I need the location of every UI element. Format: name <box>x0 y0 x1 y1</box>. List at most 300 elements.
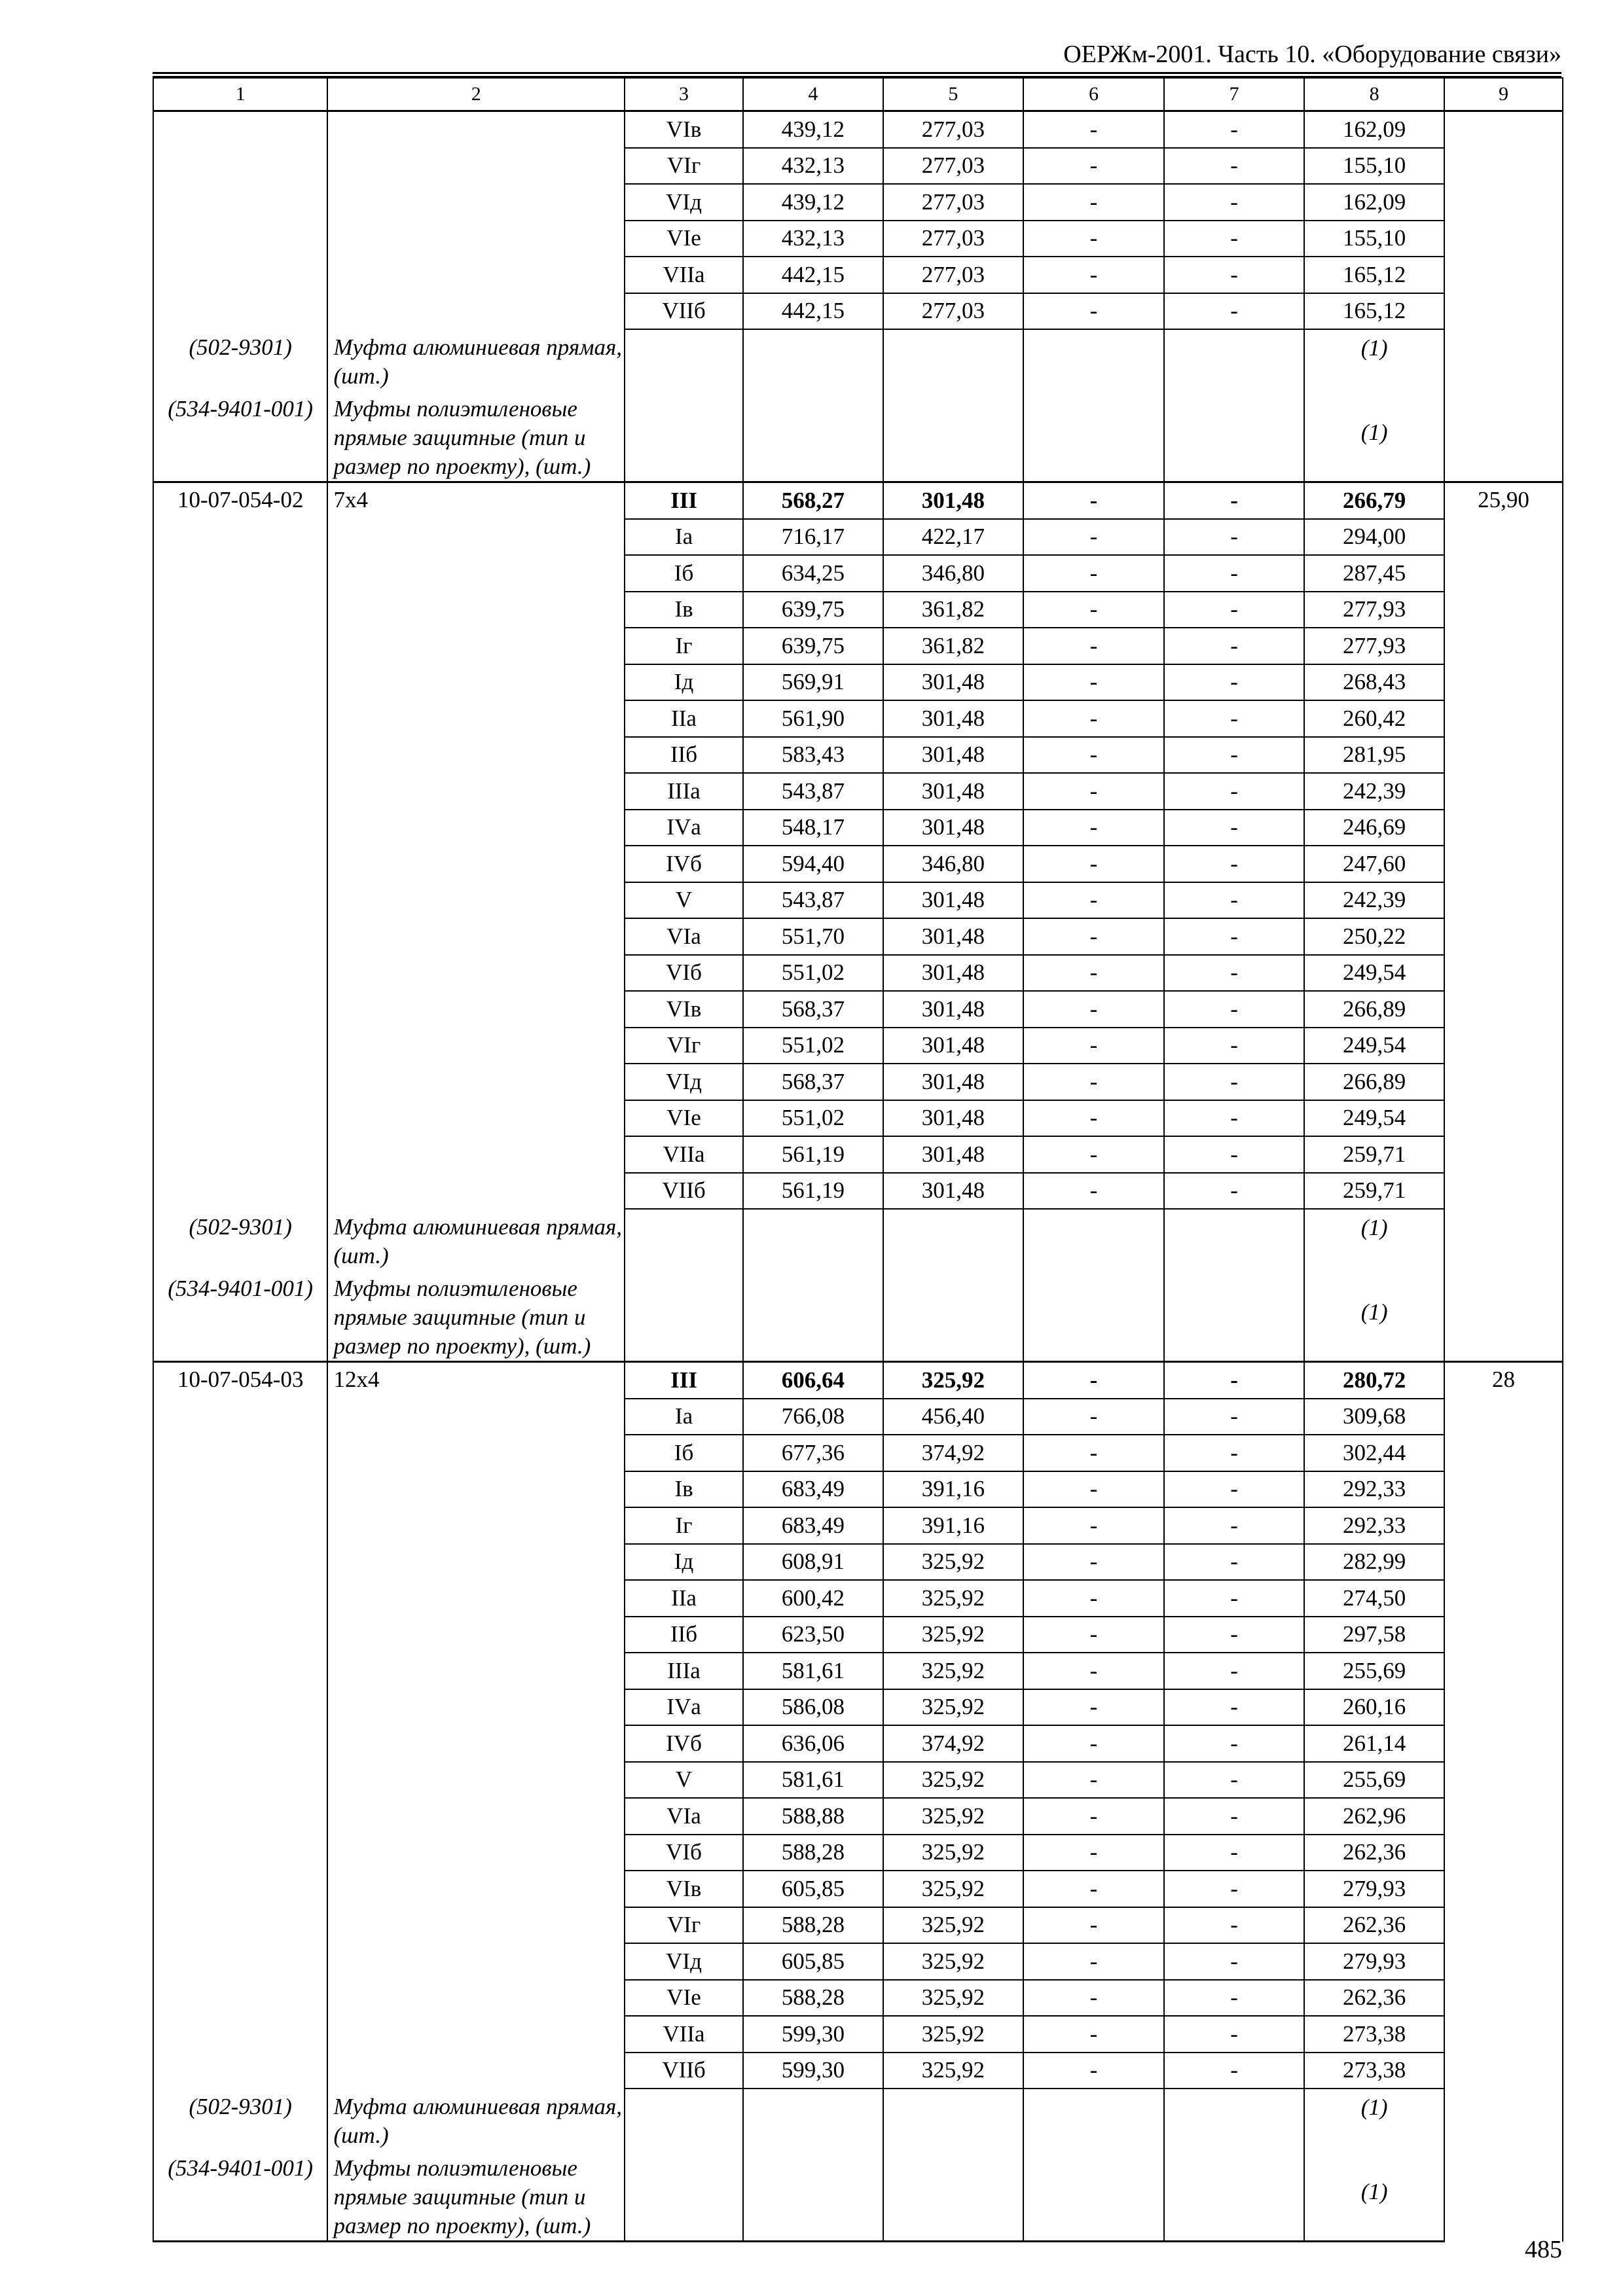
wages-cell: 277,03 <box>883 148 1024 185</box>
machinist-wages-cell: - <box>1164 1980 1305 2017</box>
zone-cell: VIв <box>625 1871 743 1907</box>
zone-cell: IIа <box>625 1580 743 1617</box>
page-number: 485 <box>1525 2236 1562 2263</box>
wages-cell: 374,92 <box>883 1435 1024 1471</box>
wages-cell: 301,48 <box>883 482 1024 519</box>
zone-cell: VIе <box>625 1980 743 2017</box>
wages-cell: 325,92 <box>883 1617 1024 1653</box>
wages-cell: 301,48 <box>883 1064 1024 1100</box>
total-cost-cell: 439,12 <box>743 111 883 148</box>
code-cell <box>153 482 327 1210</box>
machinist-wages-cell: - <box>1164 1725 1305 1762</box>
machinist-wages-cell: - <box>1164 773 1305 810</box>
column-number: 5 <box>883 78 1024 111</box>
materials-cell: 287,45 <box>1304 555 1444 592</box>
zone-cell: IIб <box>625 1617 743 1653</box>
material-code: (534-9401-001) <box>153 391 327 482</box>
machinist-wages-cell: - <box>1164 111 1305 148</box>
zone-cell: V <box>625 1762 743 1799</box>
wages-cell: 301,48 <box>883 737 1024 774</box>
empty-cell <box>1023 2150 1164 2242</box>
zone-cell: VIг <box>625 1028 743 1064</box>
machines-cell: - <box>1023 1871 1164 1907</box>
machinist-wages-cell: - <box>1164 482 1305 519</box>
machinist-wages-cell: - <box>1164 555 1305 592</box>
materials-cell: 292,33 <box>1304 1507 1444 1544</box>
materials-cell: 165,12 <box>1304 293 1444 330</box>
materials-cell: 279,93 <box>1304 1943 1444 1980</box>
table-row <box>153 482 1563 519</box>
machinist-wages-cell: - <box>1164 1907 1305 1944</box>
materials-cell: 259,71 <box>1304 1136 1444 1173</box>
total-cost-cell: 588,28 <box>743 1980 883 2017</box>
col9-value <box>1445 112 1562 114</box>
materials-cell: 162,09 <box>1304 184 1444 221</box>
empty-cell <box>625 2089 743 2150</box>
total-cost-cell: 543,87 <box>743 773 883 810</box>
materials-cell: 155,10 <box>1304 221 1444 257</box>
machinist-wages-cell: - <box>1164 184 1305 221</box>
empty-cell <box>625 391 743 482</box>
wages-cell: 277,03 <box>883 257 1024 293</box>
zone-cell: IVа <box>625 810 743 846</box>
materials-cell: 259,71 <box>1304 1173 1444 1210</box>
materials-cell: 261,14 <box>1304 1725 1444 1762</box>
total-cost-cell: 569,91 <box>743 664 883 701</box>
total-cost-cell: 551,02 <box>743 1028 883 1064</box>
material-qty: (1) <box>1304 2150 1444 2242</box>
materials-cell: 302,44 <box>1304 1435 1444 1471</box>
machinist-wages-cell: - <box>1164 1064 1305 1100</box>
zone-cell: VIа <box>625 1798 743 1835</box>
zone-cell: Iв <box>625 592 743 628</box>
cable-size: 12x4 <box>333 1367 380 1392</box>
material-code: (502-9301) <box>153 2089 327 2150</box>
material-qty: (1) <box>1304 329 1444 391</box>
machines-cell: - <box>1023 773 1164 810</box>
wages-cell: 456,40 <box>883 1399 1024 1435</box>
wages-cell: 325,92 <box>883 1653 1024 1689</box>
materials-cell: 273,38 <box>1304 2053 1444 2089</box>
wages-cell: 346,80 <box>883 846 1024 882</box>
total-cost-cell: 634,25 <box>743 555 883 592</box>
cable-size: 7x4 <box>333 487 368 512</box>
machinist-wages-cell: - <box>1164 1617 1305 1653</box>
machinist-wages-cell: - <box>1164 846 1305 882</box>
zone-cell: VIб <box>625 1835 743 1871</box>
total-cost-cell: 586,08 <box>743 1689 883 1726</box>
total-cost-cell: 605,85 <box>743 1943 883 1980</box>
machines-cell: - <box>1023 2016 1164 2053</box>
column-number: 4 <box>743 78 883 111</box>
materials-cell: 165,12 <box>1304 257 1444 293</box>
empty-cell <box>743 1270 883 1362</box>
wages-cell: 277,03 <box>883 293 1024 330</box>
material-name: Муфты полиэтиленовые прямые защитные (тип и размер по проекту), (шт.) <box>327 391 625 482</box>
materials-cell: 155,10 <box>1304 148 1444 185</box>
total-cost-cell: 716,17 <box>743 519 883 556</box>
column-number: 9 <box>1444 78 1563 111</box>
wages-cell: 325,92 <box>883 1580 1024 1617</box>
total-cost-cell: 432,13 <box>743 148 883 185</box>
machinist-wages-cell: - <box>1164 257 1305 293</box>
materials-cell: 255,69 <box>1304 1762 1444 1799</box>
page-header: ОЕРЖм-2001. Часть 10. «Оборудование связи» <box>1063 41 1561 68</box>
materials-cell: 266,89 <box>1304 1064 1444 1100</box>
total-cost-cell: 581,61 <box>743 1762 883 1799</box>
total-cost-cell: 551,02 <box>743 1100 883 1137</box>
materials-cell: 279,93 <box>1304 1871 1444 1907</box>
materials-cell: 262,96 <box>1304 1798 1444 1835</box>
wages-cell: 325,92 <box>883 1362 1024 1399</box>
materials-cell: 294,00 <box>1304 519 1444 556</box>
name-cell <box>327 1362 625 2089</box>
machines-cell: - <box>1023 592 1164 628</box>
materials-cell: 266,79 <box>1304 482 1444 519</box>
materials-cell: 268,43 <box>1304 664 1444 701</box>
materials-cell: 260,16 <box>1304 1689 1444 1726</box>
wages-cell: 301,48 <box>883 918 1024 955</box>
total-cost-cell: 677,36 <box>743 1435 883 1471</box>
material-qty: (1) <box>1304 1270 1444 1362</box>
materials-cell: 260,42 <box>1304 700 1444 737</box>
total-cost-cell: 551,70 <box>743 918 883 955</box>
total-cost-cell: 766,08 <box>743 1399 883 1435</box>
material-code: (502-9301) <box>153 329 327 391</box>
materials-cell: 274,50 <box>1304 1580 1444 1617</box>
machines-cell: - <box>1023 1798 1164 1835</box>
rate-code: 10-07-054-02 <box>177 487 304 512</box>
material-code: (534-9401-001) <box>153 2150 327 2242</box>
total-cost-cell: 561,90 <box>743 700 883 737</box>
material-row <box>153 1270 1563 1362</box>
materials-cell: 281,95 <box>1304 737 1444 774</box>
wages-cell: 301,48 <box>883 810 1024 846</box>
empty-cell <box>1164 1209 1305 1270</box>
column-number: 1 <box>153 78 327 111</box>
wages-cell: 374,92 <box>883 1725 1024 1762</box>
total-cost-cell: 442,15 <box>743 293 883 330</box>
zone-cell: Iа <box>625 1399 743 1435</box>
total-cost-cell: 639,75 <box>743 628 883 664</box>
total-cost-cell: 623,50 <box>743 1617 883 1653</box>
machines-cell: - <box>1023 555 1164 592</box>
empty-cell <box>883 1270 1024 1362</box>
machinist-wages-cell: - <box>1164 1544 1305 1581</box>
zone-cell: Iд <box>625 1544 743 1581</box>
column-number: 3 <box>625 78 743 111</box>
machinist-wages-cell: - <box>1164 1362 1305 1399</box>
machinist-wages-cell: - <box>1164 882 1305 919</box>
wages-cell: 277,03 <box>883 111 1024 148</box>
zone-cell: IIIа <box>625 1653 743 1689</box>
total-cost-cell: 581,61 <box>743 1653 883 1689</box>
wages-cell: 301,48 <box>883 991 1024 1028</box>
materials-cell: 280,72 <box>1304 1362 1444 1399</box>
empty-cell <box>883 1209 1024 1270</box>
materials-cell: 242,39 <box>1304 882 1444 919</box>
code-cell <box>153 111 327 330</box>
zone-cell: Iб <box>625 555 743 592</box>
machinist-wages-cell: - <box>1164 955 1305 992</box>
machinist-wages-cell: - <box>1164 148 1305 185</box>
materials-cell: 273,38 <box>1304 2016 1444 2053</box>
material-name: Муфты полиэтиленовые прямые защитные (тип и размер по проекту), (шт.) <box>327 1270 625 1362</box>
machines-cell: - <box>1023 810 1164 846</box>
machines-cell: - <box>1023 1762 1164 1799</box>
empty-cell <box>1023 329 1164 391</box>
machinist-wages-cell: - <box>1164 1435 1305 1471</box>
machinist-wages-cell: - <box>1164 1871 1305 1907</box>
machines-cell: - <box>1023 1507 1164 1544</box>
machines-cell: - <box>1023 1100 1164 1137</box>
zone-cell: IIб <box>625 737 743 774</box>
machines-cell: - <box>1023 221 1164 257</box>
total-cost-cell: 551,02 <box>743 955 883 992</box>
total-cost-cell: 600,42 <box>743 1580 883 1617</box>
machinist-wages-cell: - <box>1164 991 1305 1028</box>
machines-cell: - <box>1023 1399 1164 1435</box>
machines-cell: - <box>1023 1835 1164 1871</box>
empty-cell <box>743 1209 883 1270</box>
machines-cell: - <box>1023 918 1164 955</box>
materials-cell: 162,09 <box>1304 111 1444 148</box>
total-cost-cell: 594,40 <box>743 846 883 882</box>
materials-cell: 277,93 <box>1304 628 1444 664</box>
rate-code: 10-07-054-03 <box>177 1367 304 1392</box>
material-row <box>153 2150 1563 2242</box>
material-qty: (1) <box>1304 2089 1444 2150</box>
zone-cell: Iв <box>625 1471 743 1508</box>
empty-cell <box>743 2150 883 2242</box>
machinist-wages-cell: - <box>1164 519 1305 556</box>
machinist-wages-cell: - <box>1164 1507 1305 1544</box>
machinist-wages-cell: - <box>1164 293 1305 330</box>
machinist-wages-cell: - <box>1164 664 1305 701</box>
materials-cell: 249,54 <box>1304 1028 1444 1064</box>
total-cost-cell: 599,30 <box>743 2016 883 2053</box>
material-name: Муфта алюминиевая прямая, (шт.) <box>327 329 625 391</box>
wages-cell: 301,48 <box>883 700 1024 737</box>
zone-cell: VIе <box>625 1100 743 1137</box>
zone-cell: VIв <box>625 111 743 148</box>
zone-cell: IIIа <box>625 773 743 810</box>
machines-cell: - <box>1023 700 1164 737</box>
machines-cell: - <box>1023 1471 1164 1508</box>
machines-cell: - <box>1023 846 1164 882</box>
materials-cell: 266,89 <box>1304 991 1444 1028</box>
empty-cell <box>743 391 883 482</box>
zone-cell: VIб <box>625 955 743 992</box>
wages-cell: 361,82 <box>883 592 1024 628</box>
zone-cell: VIв <box>625 991 743 1028</box>
wages-cell: 325,92 <box>883 2016 1024 2053</box>
materials-cell: 262,36 <box>1304 1907 1444 1944</box>
machinist-wages-cell: - <box>1164 810 1305 846</box>
rate-code <box>154 112 327 114</box>
wages-cell: 325,92 <box>883 1835 1024 1871</box>
col9-cell <box>1444 1362 1563 2242</box>
zone-cell: VIг <box>625 148 743 185</box>
materials-cell: 282,99 <box>1304 1544 1444 1581</box>
wages-cell: 325,92 <box>883 1871 1024 1907</box>
zone-cell: VIIб <box>625 2053 743 2089</box>
materials-cell: 249,54 <box>1304 955 1444 992</box>
machinist-wages-cell: - <box>1164 1943 1305 1980</box>
total-cost-cell: 588,28 <box>743 1907 883 1944</box>
zone-cell: VIIб <box>625 293 743 330</box>
zone-cell: VIа <box>625 918 743 955</box>
wages-cell: 325,92 <box>883 1689 1024 1726</box>
total-cost-cell: 568,37 <box>743 991 883 1028</box>
total-cost-cell: 561,19 <box>743 1136 883 1173</box>
zone-cell: III <box>625 482 743 519</box>
col9-value: 25,90 <box>1478 487 1529 512</box>
empty-cell <box>743 2089 883 2150</box>
total-cost-cell: 568,37 <box>743 1064 883 1100</box>
material-row <box>153 2089 1563 2150</box>
name-cell <box>327 482 625 1210</box>
zone-cell: VIг <box>625 1907 743 1944</box>
machinist-wages-cell: - <box>1164 1100 1305 1137</box>
machines-cell: - <box>1023 1064 1164 1100</box>
empty-cell <box>625 1270 743 1362</box>
column-number-row <box>153 78 1563 111</box>
machinist-wages-cell: - <box>1164 1762 1305 1799</box>
zone-cell: VIд <box>625 1064 743 1100</box>
zone-cell: VIIб <box>625 1173 743 1210</box>
materials-cell: 309,68 <box>1304 1399 1444 1435</box>
material-code: (534-9401-001) <box>153 1270 327 1362</box>
machinist-wages-cell: - <box>1164 1689 1305 1726</box>
materials-cell: 247,60 <box>1304 846 1444 882</box>
wages-cell: 301,48 <box>883 664 1024 701</box>
machinist-wages-cell: - <box>1164 1028 1305 1064</box>
wages-cell: 301,48 <box>883 1028 1024 1064</box>
zone-cell: Iг <box>625 1507 743 1544</box>
machines-cell: - <box>1023 1544 1164 1581</box>
machines-cell: - <box>1023 1617 1164 1653</box>
zone-cell: Iг <box>625 628 743 664</box>
column-number: 6 <box>1023 78 1164 111</box>
machinist-wages-cell: - <box>1164 2053 1305 2089</box>
machinist-wages-cell: - <box>1164 737 1305 774</box>
total-cost-cell: 588,28 <box>743 1835 883 1871</box>
material-row <box>153 329 1563 391</box>
wages-cell: 325,92 <box>883 1907 1024 1944</box>
zone-cell: Iд <box>625 664 743 701</box>
machines-cell: - <box>1023 1435 1164 1471</box>
empty-cell <box>743 329 883 391</box>
wages-cell: 391,16 <box>883 1471 1024 1508</box>
empty-cell <box>883 329 1024 391</box>
machinist-wages-cell: - <box>1164 918 1305 955</box>
machines-cell: - <box>1023 2053 1164 2089</box>
machinist-wages-cell: - <box>1164 592 1305 628</box>
machinist-wages-cell: - <box>1164 628 1305 664</box>
total-cost-cell: 639,75 <box>743 592 883 628</box>
machines-cell: - <box>1023 1028 1164 1064</box>
header-rule <box>153 72 1561 74</box>
total-cost-cell: 439,12 <box>743 184 883 221</box>
total-cost-cell: 683,49 <box>743 1507 883 1544</box>
total-cost-cell: 568,27 <box>743 482 883 519</box>
wages-cell: 301,48 <box>883 1136 1024 1173</box>
materials-cell: 250,22 <box>1304 918 1444 955</box>
zone-cell: III <box>625 1362 743 1399</box>
machines-cell: - <box>1023 293 1164 330</box>
column-number: 2 <box>327 78 625 111</box>
table-row <box>153 1362 1563 1399</box>
machines-cell: - <box>1023 1362 1164 1399</box>
wages-cell: 325,92 <box>883 1980 1024 2017</box>
machines-cell: - <box>1023 664 1164 701</box>
total-cost-cell: 432,13 <box>743 221 883 257</box>
machines-cell: - <box>1023 184 1164 221</box>
machines-cell: - <box>1023 257 1164 293</box>
machinist-wages-cell: - <box>1164 1798 1305 1835</box>
zone-cell: VIд <box>625 1943 743 1980</box>
machinist-wages-cell: - <box>1164 1136 1305 1173</box>
zone-cell: Iа <box>625 519 743 556</box>
empty-cell <box>625 2150 743 2242</box>
machines-cell: - <box>1023 1907 1164 1944</box>
zone-cell: IVб <box>625 846 743 882</box>
materials-cell: 242,39 <box>1304 773 1444 810</box>
zone-cell: VIд <box>625 184 743 221</box>
wages-cell: 325,92 <box>883 1798 1024 1835</box>
machines-cell: - <box>1023 1943 1164 1980</box>
col9-cell <box>1444 111 1563 482</box>
machines-cell: - <box>1023 111 1164 148</box>
machinist-wages-cell: - <box>1164 1835 1305 1871</box>
material-name: Муфта алюминиевая прямая, (шт.) <box>327 1209 625 1270</box>
material-name: Муфта алюминиевая прямая, (шт.) <box>327 2089 625 2150</box>
machines-cell: - <box>1023 1580 1164 1617</box>
total-cost-cell: 636,06 <box>743 1725 883 1762</box>
zone-cell: VIе <box>625 221 743 257</box>
empty-cell <box>1164 2150 1305 2242</box>
material-row <box>153 1209 1563 1270</box>
empty-cell <box>1023 391 1164 482</box>
machines-cell: - <box>1023 628 1164 664</box>
machines-cell: - <box>1023 955 1164 992</box>
wages-cell: 277,03 <box>883 221 1024 257</box>
machines-cell: - <box>1023 482 1164 519</box>
machines-cell: - <box>1023 1980 1164 2017</box>
machinist-wages-cell: - <box>1164 221 1305 257</box>
total-cost-cell: 442,15 <box>743 257 883 293</box>
total-cost-cell: 561,19 <box>743 1173 883 1210</box>
wages-cell: 325,92 <box>883 2053 1024 2089</box>
machinist-wages-cell: - <box>1164 700 1305 737</box>
materials-cell: 262,36 <box>1304 1835 1444 1871</box>
zone-cell: VIIа <box>625 1136 743 1173</box>
machines-cell: - <box>1023 1136 1164 1173</box>
materials-cell: 255,69 <box>1304 1653 1444 1689</box>
empty-cell <box>883 2089 1024 2150</box>
zone-cell: V <box>625 882 743 919</box>
total-cost-cell: 605,85 <box>743 1871 883 1907</box>
empty-cell <box>625 329 743 391</box>
machinist-wages-cell: - <box>1164 1399 1305 1435</box>
wages-cell: 361,82 <box>883 628 1024 664</box>
machines-cell: - <box>1023 882 1164 919</box>
wages-cell: 325,92 <box>883 1943 1024 1980</box>
empty-cell <box>1164 391 1305 482</box>
machines-cell: - <box>1023 1725 1164 1762</box>
material-name: Муфты полиэтиленовые прямые защитные (тип и размер по проекту), (шт.) <box>327 2150 625 2242</box>
